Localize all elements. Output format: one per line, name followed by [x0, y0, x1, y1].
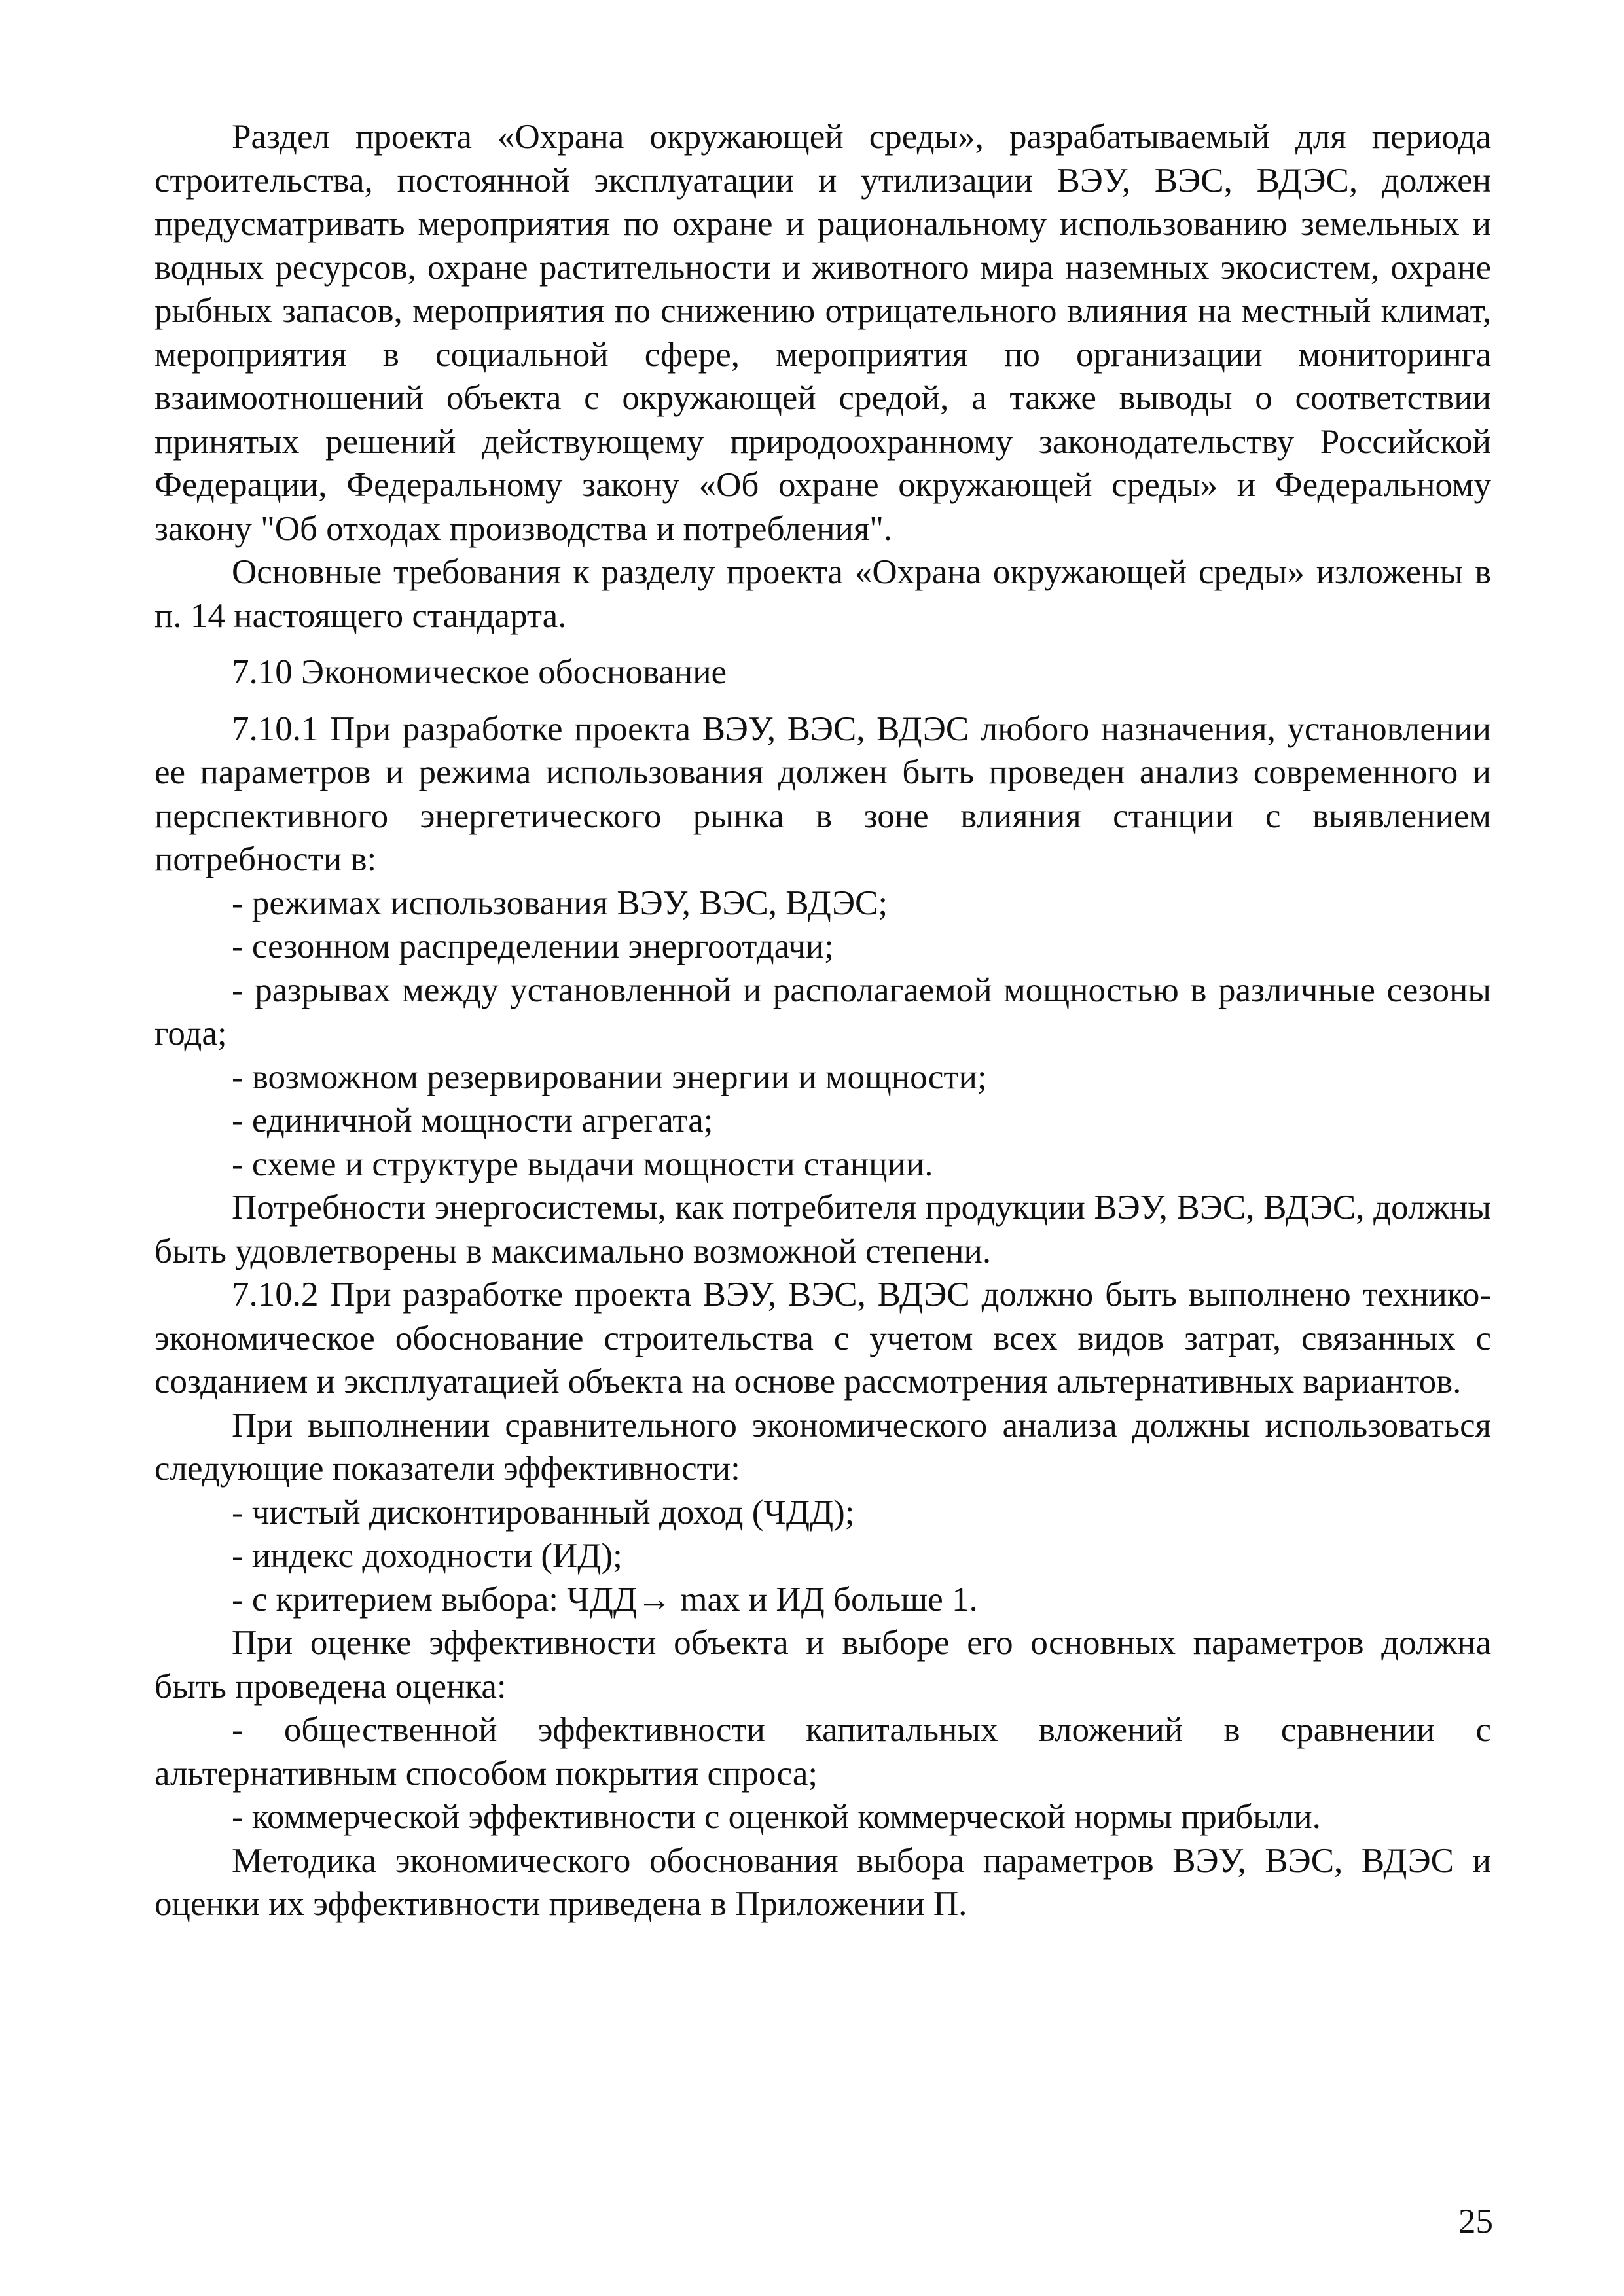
list-item: - общественной эффективности капитальных вложений в сравнении с альтернативным способом покрытия спроса; — [154, 1711, 1491, 1793]
paragraph-7-10-2: 7.10.2 При разработке проекта ВЭУ, ВЭС, ВДЭС должно быть выполнено технико-экономическое обоснование строительства с учетом всех видов затрат, связанных с созданием и эксплуатацией объекта на основе рассмотрения альтернативных вариантов. — [154, 1276, 1491, 1401]
list-item: - сезонном распределении энергоотдачи; — [232, 927, 834, 965]
paragraph-requirements-reference: Основные требования к разделу проекта «Охрана окружающей среды» изложены в п. 14 настоящего стандарта. — [154, 553, 1491, 635]
list-item: - индекс доходности (ИД); — [232, 1537, 623, 1575]
list-item: - разрывах между установленной и располагаемой мощностью в различные сезоны года; — [154, 971, 1491, 1052]
list-item: - возможном резервировании энергии и мощности; — [232, 1058, 987, 1096]
section-heading-7-10: 7.10 Экономическое обоснование — [232, 653, 727, 691]
document-body — [154, 115, 1491, 1926]
page-number: 25 — [1458, 2202, 1493, 2240]
paragraph-methodology: Методика экономического обоснования выбора параметров ВЭУ, ВЭС, ВДЭС и оценки их эффективности приведена в Приложении П. — [154, 1841, 1491, 1923]
paragraph-comparative-analysis: При выполнении сравнительного экономического анализа должны использоваться следующие показатели эффективности: — [154, 1406, 1491, 1488]
paragraph-7-10-1: 7.10.1 При разработке проекта ВЭУ, ВЭС, ВДЭС любого назначения, установлении ее параметров и режима использования должен быть проведен анализ современного и перспективного энергетического рынка в зоне влияния станции с выявлением потребности в: — [154, 709, 1491, 878]
list-item: - схеме и структуре выдачи мощности станции. — [232, 1145, 933, 1183]
list-item: - режимах использования ВЭУ, ВЭС, ВДЭС; — [232, 884, 888, 922]
list-item: - коммерческой эффективности с оценкой коммерческой нормы прибыли. — [232, 1798, 1321, 1836]
paragraph-environment-section: Раздел проекта «Охрана окружающей среды», разрабатываемый для периода строительства, постоянной эксплуатации и утилизации ВЭУ, ВЭС, ВДЭС, должен предусматривать мероприятия по охране и рациональному использованию земельных и водных ресурсов, охране растительности и животного мира наземных экосистем, охране рыбных запасов, мероприятия по снижению отрицательного влияния на местный климат, мероприятия в социальной сфере, мероприятия по организации мониторинга взаимоотношений объекта с окружающей средой, а также выводы о соответствии принятых решений действующему природоохранному законодательству Российской Федерации, Федеральному закону «Об охране окружающей среды» и Федеральному закону "Об отходах производства и потребления". — [154, 118, 1491, 548]
list-item: - единичной мощности агрегата; — [232, 1102, 713, 1139]
paragraph-efficiency-assessment: При оценке эффективности объекта и выборе его основных параметров должна быть проведена оценка: — [154, 1624, 1491, 1706]
list-item: - чистый дисконтированный доход (ЧДД); — [232, 1493, 855, 1532]
list-item: - с критерием выбора: ЧДД→ max и ИД больше 1. — [232, 1580, 978, 1619]
paragraph-energy-system-needs: Потребности энергосистемы, как потребителя продукции ВЭУ, ВЭС, ВДЭС, должны быть удовлетворены в максимально возможной степени. — [154, 1189, 1491, 1270]
